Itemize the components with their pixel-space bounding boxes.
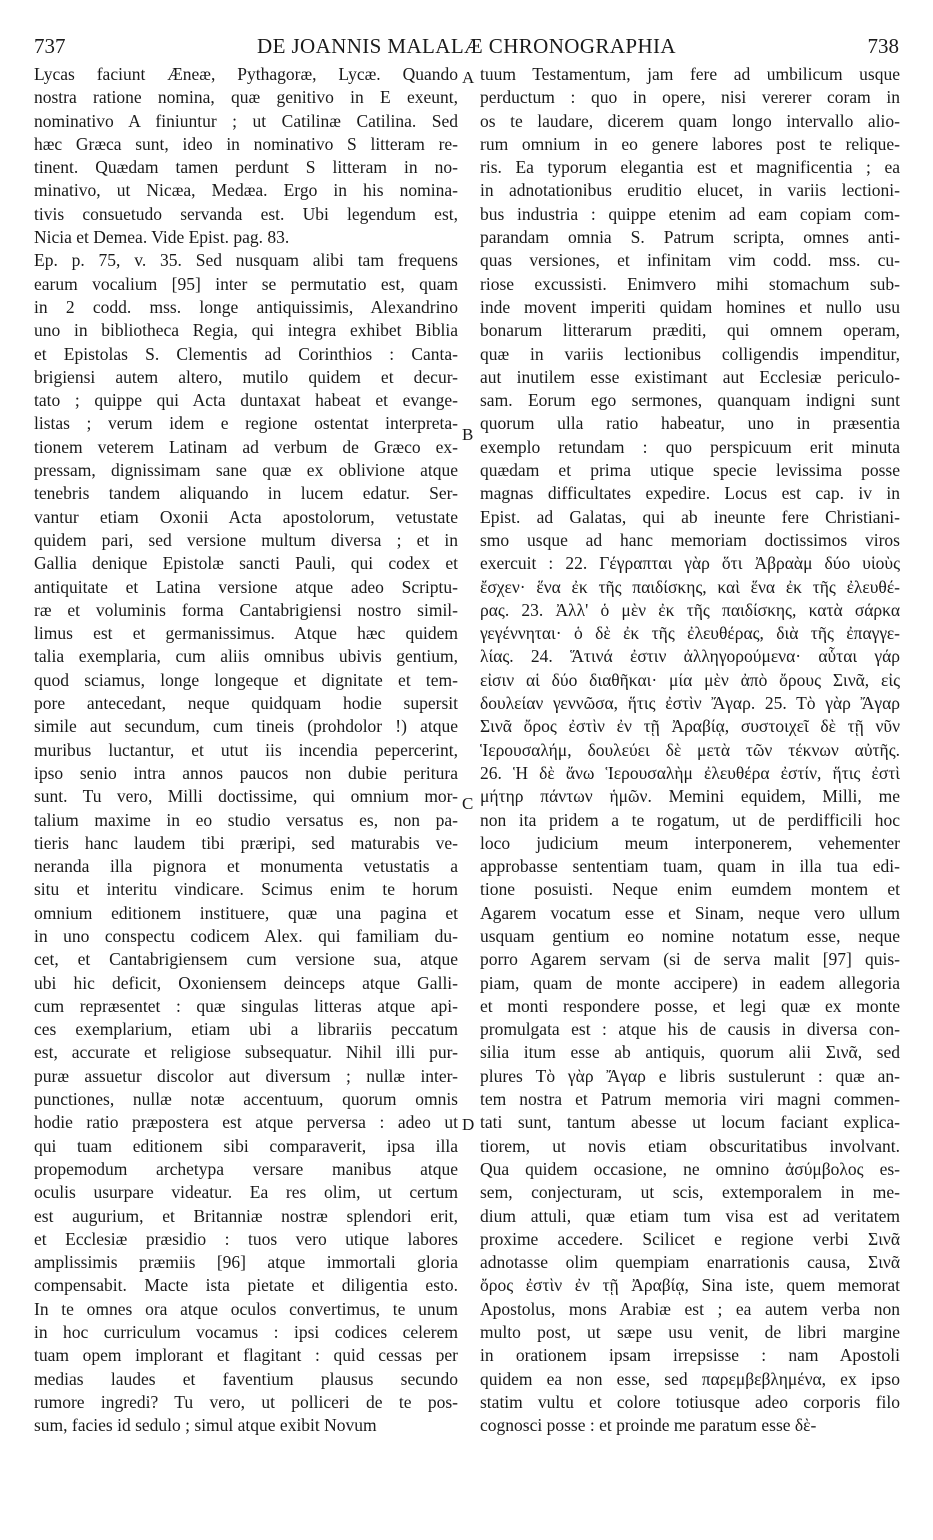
text-line: brigiensi autem altero, mutilo quidem et decur- <box>34 366 458 387</box>
text-line: ipso senio intra annos paucos non dubie peritura <box>34 762 458 783</box>
text-line: riose excussisti. Enimvero mihi stomachum sub- <box>480 273 900 294</box>
text-line: antiquitate et Latina versione atque adeo Scriptu- <box>34 576 458 597</box>
text-line: exemplo retundam : quo perspicuum erit minuta <box>480 436 900 457</box>
text-line: ρας. 23. Ἀλλ' ὁ μὲν ἐκ τῆς παιδίσκης, κατὰ σάρκα <box>480 599 900 620</box>
text-line: omnium editionem instituere, quæ una pagina et <box>34 902 458 923</box>
text-line: simile aut secundum, cum tineis (prohdolor !) atque <box>34 716 458 737</box>
text-line: piam, quam de monte accipere) in eadem allegoria <box>480 972 900 993</box>
text-line: quas versiones, et infinitam vim codd. mss. cu- <box>480 250 900 271</box>
text-line: γεγέννηται· ὁ δὲ ἐκ τῆς ἐλευθέρας, διὰ τῆς ἐπαγγε- <box>480 623 900 644</box>
page-header <box>34 34 899 58</box>
text-line: os te laudare, dicerem quam longo intervallo alio- <box>480 110 900 131</box>
text-line: silia itum esse ab antiquis, quorum alii Σινᾶ, sed <box>480 1042 900 1063</box>
text-line: limus est et germanissimus. Atque hæc quidem <box>34 623 458 644</box>
text-line: λίας. 24. Ἅτινά ἐστιν ἀλληγορούμενα· αὗται γάρ <box>480 646 900 667</box>
text-line: quorum ulla ratio habeatur, uno in præsentia <box>480 413 900 434</box>
text-line: adnotasse olim quempiam enarrationis causa, Σινᾶ <box>480 1252 900 1273</box>
text-line: Apostolus, mons Arabiæ est ; ea autem verba non <box>480 1298 900 1319</box>
text-line: multo post, ut sæpe usu venit, de libri margine <box>480 1322 900 1343</box>
text-line: Agarem vocatum esse et Sinam, neque vero ullum <box>480 902 900 923</box>
text-line: rum omnium in eo genere labores post te reliquе- <box>480 133 900 154</box>
text-line: tionem veterem Latinam ad verbum de Græco ex- <box>34 436 458 457</box>
text-line: smo usque ad hanc memoriam doctissimos viros <box>480 529 900 550</box>
text-line: vantur etiam Oxonii Acta apostolorum, vetustate <box>34 506 458 527</box>
text-line: sunt. Tu vero, Milli doctissime, qui omnium mor- <box>34 786 458 807</box>
text-line: tiorem, ut novis etiam obscuritatibus involvant. <box>480 1135 900 1156</box>
text-line: situ et interitu vindicare. Scimus enim te horum <box>34 879 458 900</box>
text-line: in orationem ipsam irrepsisse : nam Apostoli <box>480 1345 900 1366</box>
margin-letter-b: B <box>462 425 474 444</box>
text-line: Nicia et Demea. Vide Epist. pag. 83. <box>34 227 290 248</box>
text-line: Ἱερουσαλήμ, δουλεύει δὲ μετὰ τῶν τέκνων αὐτῆς. <box>480 739 900 760</box>
text-line: δουλείαν γεννῶσα, ἥτις ἐστὶν Ἄγαρ. 25. Τὸ γὰρ Ἄγαρ <box>480 693 900 714</box>
margin-letter-d: D <box>462 1115 475 1134</box>
text-line: ubi hic deficit, Oxoniensem deinceps atque Galli- <box>34 972 458 993</box>
text-line: μήτηρ πάντων ἡμῶν. Memini equidem, Milli, me <box>480 786 900 807</box>
text-line: qui tuam editionem sibi comparaverit, ipsa illa <box>34 1135 458 1156</box>
text-line: tenebris tandem aliquando in lucem edatur. Ser- <box>34 483 458 504</box>
text-line: quidem ea non esse, sed παρεμβεβλημένα, ex ipso <box>480 1368 900 1389</box>
text-line: uno in bibliotheca Regia, qui integra exhibet Biblia <box>34 320 458 341</box>
text-line: tato ; quippe qui Acta duntaxat habeat et evange- <box>34 390 458 411</box>
text-line: Epist. ad Galatas, qui ab ineunte fere Christiani- <box>480 506 900 527</box>
left-column <box>34 63 458 1438</box>
text-line: promulgata est : atque his de causis in diversa con- <box>480 1019 900 1040</box>
text-line: Ep. p. 75, v. 35. Sed nusquam alibi tam frequens <box>34 250 458 271</box>
text-line: compensabit. Macte ista pietate et diligentia esto. <box>34 1275 458 1296</box>
text-line: 26. Ἡ δὲ ἄνω Ἱερουσαλὴμ ἐλευθέρα ἐστίν, ἥτις ἐστὶ <box>480 762 900 783</box>
text-line: usquam gentium eo nomine notatum esse, neque <box>480 925 900 946</box>
text-line: tinent. Quædam tamen perdunt S litteram in no- <box>34 157 458 178</box>
text-line: listas ; verum idem e regione ostentat interpreta- <box>34 413 458 434</box>
text-line: Lycas faciunt Æneæ, Pythagoræ, Lycæ. Quando <box>34 64 458 84</box>
page-number-left: 737 <box>34 34 66 58</box>
text-line: tem nostra et Patrum memoria viri magni commen- <box>480 1089 900 1110</box>
text-line: talium maxime in eo studio versatus es, non pa- <box>34 809 458 830</box>
text-line: nominativo A finiuntur ; ut Catilinæ Catilina. Sed <box>34 110 458 131</box>
text-line: tivis consuetudo servanda est. Ubi legendum est, <box>34 203 458 224</box>
text-line: propemodum archetypa versare manibus atque <box>34 1158 458 1179</box>
text-line: cognosci posse : et proinde me paratum esse δὲ- <box>480 1415 817 1436</box>
text-line: cum repræsentet : quæ singulas litteras atque api- <box>34 995 458 1016</box>
right-column <box>480 63 900 1438</box>
text-line: non ita pridem a te rogatum, ut de perdifficili hoc <box>480 809 900 830</box>
text-line: Qua quidem occasione, ne omnino ἀσύμβολος es- <box>480 1158 900 1179</box>
text-line: hodie ratio præpostera est atque perversa : adeo ut <box>34 1112 458 1133</box>
text-line: muribus luctantur, et utut iis incendia pepercerint, <box>34 739 458 760</box>
text-line: proxime accedere. Scilicet e regione verbi Σινᾶ <box>480 1228 900 1249</box>
text-line: medias laudes et faventium plausus secundo <box>34 1368 458 1389</box>
text-line: et Ecclesiæ præsidio : tuos vero utique labores <box>34 1228 458 1249</box>
text-line: tati sunt, tantum abesse ut locum faciant explica- <box>480 1112 900 1133</box>
text-line: plures Τὸ γὰρ Ἄγαρ e libris sustulerunt : quæ an- <box>480 1065 900 1086</box>
text-line: pore antecedant, neque quidquam hodie supersit <box>34 693 458 714</box>
text-line: oculis usurpare videatur. Ea res olim, ut certum <box>34 1182 458 1203</box>
text-line: minativo, ut Nicæa, Medæa. Ergo in his nomina- <box>34 180 458 201</box>
text-line: cet, et Cantabrigiensem cum versione sua, atque <box>34 949 458 970</box>
margin-letter-c: C <box>462 794 474 813</box>
text-line: punctiones, nullæ notæ accentuum, quorum omnis <box>34 1089 458 1110</box>
text-line: in hoc curriculum vocamus : ipsi codices celerem <box>34 1322 458 1343</box>
text-line: bonarum litterarum præditi, qui omnem operam, <box>480 320 900 341</box>
text-line: parandam omnia S. Patrum scripta, omnes anti- <box>480 227 900 248</box>
text-line: quædam et prima utique specie levissima posse <box>480 460 900 481</box>
text-line: rumore ingredi? Tu vero, ut polliceri de te pos- <box>34 1391 458 1412</box>
text-line: εἰσιν αἱ δύο διαθῆκαι· μία μὲν ἀπὸ ὄρους Σινᾶ, εἰς <box>480 669 900 690</box>
text-line: bus industria : quippe etenim ad eam copiam com- <box>480 203 900 224</box>
text-line: in adnotationibus eruditio elucet, in variis lectioni- <box>480 180 900 201</box>
text-line: et monti respondere posse, et legi quæ ex monte <box>480 995 900 1016</box>
text-line: porro Agarem servam (si de serva malit [97] quis- <box>480 949 900 970</box>
text-line: earum vocalium [95] inter se permutatio est, quam <box>34 273 458 294</box>
text-line: et Epistolas S. Clementis ad Corinthios : Canta- <box>34 343 458 364</box>
text-line: hæc Græca sunt, ideo in nominativo S litteram re- <box>34 133 458 154</box>
text-line: perductum : quo in opere, nisi vererer coram in <box>480 87 900 108</box>
text-line: tuam opem implorant et flagitant : quid cessas per <box>34 1345 458 1366</box>
text-line: amplissimis præmiis [96] atque immortali gloria <box>34 1252 458 1273</box>
text-line: In te omnes ora atque oculos convertimus, te unum <box>34 1298 458 1319</box>
text-line: puræ assuetur discolor aut diversum ; nullæ inter- <box>34 1065 458 1086</box>
text-line: sam. Eorum ego sermones, quanquam indigni sunt <box>480 390 900 411</box>
text-line: statim vultu et colore totiusque adeo corporis filo <box>480 1391 900 1412</box>
text-line: dium attuli, quæ etiam tum visa est ad veritatem <box>480 1205 900 1226</box>
text-line: quidem pari, sed versione multum diversa ; et in <box>34 529 458 550</box>
text-line: exercuit : 22. Γέγραπται γὰρ ὅτι Ἀβραὰμ δύο υἱοὺς <box>480 553 900 574</box>
text-line: pressam, dignissimam sane quæ ex oblivione atque <box>34 460 458 481</box>
text-line: in uno conspectu codicem Alex. qui familiam du- <box>34 925 458 946</box>
text-line: aut inutilem esse existimant aut Ecclesiæ periculo- <box>480 366 900 387</box>
text-line: inde movent imperiti quidam homines et nullo usu <box>480 296 900 317</box>
text-line: est augurium, et Britanniæ nostræ splendori erit, <box>34 1205 458 1226</box>
text-line: tieris hanc laudem tibi præripi, sed maturabis ve- <box>34 832 458 853</box>
text-line: ris. Ea typorum elegantia est et magnificentia ; ea <box>480 157 900 178</box>
text-line: Gallia denique Epistolæ sancti Pauli, qui codex et <box>34 553 458 574</box>
text-line: tuum Testamentum, jam fere ad umbilicum usque <box>480 64 900 84</box>
running-title: DE JOANNIS MALALÆ CHRONOGRAPHIA <box>257 34 676 58</box>
text-line: quæ in variis lectionibus colligendis impenditur, <box>480 343 900 364</box>
text-line: est, accurate et religiose subsequatur. Nihil illi pur- <box>34 1042 458 1063</box>
text-line: ræ et voluminis forma Cantabrigiensi nostro simil- <box>34 599 458 620</box>
text-line: magnas difficultates expedire. Locus est cap. iv in <box>480 483 900 504</box>
page-number-right: 738 <box>867 34 899 58</box>
text-line: ἔσχεν· ἕνα ἐκ τῆς παιδίσκης, καὶ ἕνα ἐκ τῆς ἐλευθέ- <box>480 576 900 597</box>
text-line: in 2 codd. mss. longe antiquissimis, Alexandrino <box>34 296 458 317</box>
text-line: approbasse sententiam tuam, quam in illa tua edi- <box>480 856 900 877</box>
text-line: sem, conjecturam, ut scis, extemporalem in me- <box>480 1182 900 1203</box>
text-line: quod sciamus, longe longeque et dignitate et tem- <box>34 669 458 690</box>
text-line: talia exemplaria, cum aliis omnibus ubivis gentium, <box>34 646 458 667</box>
text-line: loco judicium meum interponerem, vehementer <box>480 832 900 853</box>
text-line: nostra ratione nomina, quæ genitivo in E exeunt, <box>34 87 458 108</box>
text-line: neranda illa pignora et monumenta vetustatis a <box>34 856 458 877</box>
margin-letter-a: A <box>462 68 475 87</box>
text-line: tione posuisti. Neque enim eumdem montem et <box>480 879 900 900</box>
text-line: ὄρος ἐστὶν ἐν τῇ Ἀραβίᾳ, Sina iste, quem memorat <box>480 1275 900 1296</box>
text-line: Σινᾶ ὄρος ἐστὶν ἐν τῇ Ἀραβίᾳ, συστοιχεῖ δὲ τῇ νῦν <box>480 716 900 737</box>
text-line: sum, facies id sedulo ; simul atque exibit Novum <box>34 1415 377 1436</box>
text-line: ces exemplarium, etiam ubi a librariis peccatum <box>34 1019 458 1040</box>
